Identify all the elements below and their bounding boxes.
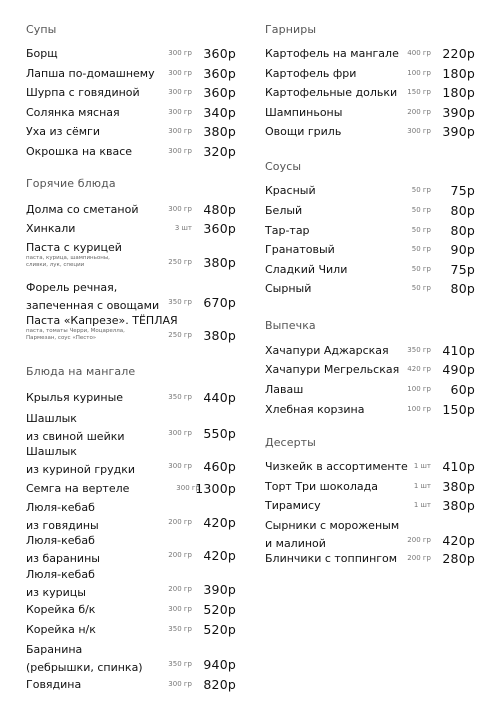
menu-item xyxy=(26,499,236,531)
item-weight: 300 гр xyxy=(168,49,192,57)
item-name: Шашлык из куриной грудки xyxy=(26,445,136,476)
item-name: Паста с курицей xyxy=(26,241,122,254)
item-price: 390р xyxy=(442,124,475,139)
item-price: 390р xyxy=(203,582,236,597)
section-title-grill: Блюда на мангале xyxy=(26,365,136,378)
item-name: Корейка н/к xyxy=(26,623,96,636)
item-weight: 150 гр xyxy=(407,88,431,96)
item-weight: 350 гр xyxy=(168,625,192,633)
menu-item xyxy=(26,145,236,165)
menu-item xyxy=(26,641,236,673)
item-weight: 50 гр xyxy=(411,206,431,214)
item-name: Тар-тар xyxy=(265,224,310,237)
item-weight: 300 гр xyxy=(176,484,200,492)
item-name: Сырный xyxy=(265,282,312,295)
item-weight: 300 гр xyxy=(407,127,431,135)
item-weight: 350 гр xyxy=(168,660,192,668)
item-name: Красный xyxy=(265,184,316,197)
item-name: Блинчики с топпингом xyxy=(265,552,398,565)
section-title-bakery: Выпечка xyxy=(265,319,316,332)
item-name: Овощи гриль xyxy=(265,125,342,138)
item-name: Долма со сметаной xyxy=(26,203,139,216)
item-name: Белый xyxy=(265,204,303,217)
item-name: Хинкали xyxy=(26,222,76,235)
item-price: 1300р xyxy=(195,481,236,496)
item-weight: 300 гр xyxy=(168,205,192,213)
item-name: Лапша по-домашнему xyxy=(26,67,155,80)
item-price: 360р xyxy=(203,66,236,81)
item-weight: 50 гр xyxy=(411,226,431,234)
item-name: Паста «Капрезе». ТЁПЛАЯ xyxy=(26,314,178,327)
menu-item xyxy=(265,125,475,145)
item-price: 420р xyxy=(203,515,236,530)
item-weight: 3 шт xyxy=(174,224,192,232)
item-weight: 50 гр xyxy=(411,284,431,292)
item-price: 80р xyxy=(450,223,475,238)
item-name: Крылья куриные xyxy=(26,391,124,404)
item-price: 280р xyxy=(442,551,475,566)
menu-item xyxy=(26,203,236,223)
item-weight: 400 гр xyxy=(407,49,431,57)
item-price: 80р xyxy=(450,281,475,296)
item-name: Гранатовый xyxy=(265,243,335,256)
menu-item xyxy=(26,391,236,411)
item-price: 150р xyxy=(442,402,475,417)
menu-item xyxy=(265,552,475,572)
menu-item xyxy=(265,499,475,519)
item-name: Хачапури Мегрельская xyxy=(265,363,400,376)
item-name: Баранина (ребрышки, спинка) xyxy=(26,643,143,674)
item-price: 340р xyxy=(203,105,236,120)
item-name: Говядина xyxy=(26,678,82,691)
item-price: 490р xyxy=(442,362,475,377)
menu-item xyxy=(265,204,475,224)
item-name: Люля-кебаб из курицы xyxy=(26,568,95,599)
item-price: 90р xyxy=(450,242,475,257)
menu-item xyxy=(26,566,236,598)
item-weight: 100 гр xyxy=(407,385,431,393)
menu-item xyxy=(26,410,236,442)
item-weight: 300 гр xyxy=(168,462,192,470)
item-price: 360р xyxy=(203,46,236,61)
item-price: 460р xyxy=(203,459,236,474)
item-price: 420р xyxy=(203,548,236,563)
item-name: Люля-кебаб из говядины xyxy=(26,501,99,532)
item-weight: 200 гр xyxy=(168,585,192,593)
item-weight: 1 шт xyxy=(413,501,431,509)
menu-item xyxy=(265,243,475,263)
item-weight: 300 гр xyxy=(168,108,192,116)
item-name: Шурпа с говядиной xyxy=(26,86,140,99)
item-name: Корейка б/к xyxy=(26,603,96,616)
section-title-hot: Горячие блюда xyxy=(26,177,116,190)
item-name: Семга на вертеле xyxy=(26,482,130,495)
item-price: 670р xyxy=(203,295,236,310)
menu-item xyxy=(26,314,236,346)
item-price: 420р xyxy=(442,533,475,548)
menu-item xyxy=(26,241,236,273)
item-price: 80р xyxy=(450,203,475,218)
item-price: 380р xyxy=(203,255,236,270)
item-name: Шашлык из свиной шейки xyxy=(26,412,125,443)
menu-item xyxy=(265,263,475,283)
item-price: 380р xyxy=(203,328,236,343)
item-weight: 100 гр xyxy=(407,69,431,77)
item-weight: 100 гр xyxy=(407,405,431,413)
section-title-desserts: Десерты xyxy=(265,436,316,449)
item-name: Хлебная корзина xyxy=(265,403,365,416)
item-price: 390р xyxy=(442,105,475,120)
menu-item xyxy=(26,125,236,145)
item-weight: 300 гр xyxy=(168,88,192,96)
item-name: Лаваш xyxy=(265,383,304,396)
item-price: 440р xyxy=(203,390,236,405)
menu-item xyxy=(265,47,475,67)
item-price: 180р xyxy=(442,85,475,100)
item-price: 380р xyxy=(442,498,475,513)
item-name: Форель речная, запеченная с овощами xyxy=(26,281,160,312)
item-weight: 1 шт xyxy=(413,462,431,470)
menu-item xyxy=(265,344,475,364)
menu-item xyxy=(26,67,236,87)
item-name: Картофель на мангале xyxy=(265,47,399,60)
item-weight: 200 гр xyxy=(168,518,192,526)
menu-item xyxy=(26,222,236,242)
item-weight: 300 гр xyxy=(168,127,192,135)
menu-item xyxy=(26,47,236,67)
item-price: 480р xyxy=(203,202,236,217)
menu-item xyxy=(265,106,475,126)
item-weight: 200 гр xyxy=(407,554,431,562)
item-price: 940р xyxy=(203,657,236,672)
section-title-sides: Гарниры xyxy=(265,23,317,36)
menu-item xyxy=(26,106,236,126)
menu-item xyxy=(26,443,236,475)
menu-item xyxy=(265,363,475,383)
menu-item xyxy=(265,67,475,87)
item-weight: 250 гр xyxy=(168,258,192,266)
menu-item xyxy=(26,279,236,311)
item-price: 520р xyxy=(203,622,236,637)
item-weight: 300 гр xyxy=(168,147,192,155)
item-weight: 200 гр xyxy=(168,551,192,559)
section-title-soups: Супы xyxy=(26,23,57,36)
item-name: Сладкий Чили xyxy=(265,263,348,276)
item-weight: 200 гр xyxy=(407,108,431,116)
item-price: 410р xyxy=(442,459,475,474)
item-price: 360р xyxy=(203,221,236,236)
item-name: Тирамису xyxy=(265,499,321,512)
item-price: 380р xyxy=(442,479,475,494)
item-name: Хачапури Аджарская xyxy=(265,344,389,357)
item-name: Чизкейк в ассортименте xyxy=(265,460,408,473)
menu-item xyxy=(265,224,475,244)
menu-item xyxy=(265,86,475,106)
item-weight: 50 гр xyxy=(411,265,431,273)
item-weight: 350 гр xyxy=(407,346,431,354)
item-name: Шампиньоны xyxy=(265,106,343,119)
item-description: паста, томаты Черри, Моцарелла, Пармезан, соус «Песто» xyxy=(26,328,125,341)
item-name: Торт Три шоколада xyxy=(265,480,378,493)
item-price: 520р xyxy=(203,602,236,617)
item-price: 380р xyxy=(203,124,236,139)
menu-item xyxy=(26,603,236,623)
menu-item xyxy=(26,532,236,564)
item-price: 220р xyxy=(442,46,475,61)
item-weight: 1 шт xyxy=(413,482,431,490)
item-name: Борщ xyxy=(26,47,58,60)
item-name: Солянка мясная xyxy=(26,106,120,119)
section-title-sauces: Соусы xyxy=(265,160,302,173)
item-name: Сырники с мороженым и малиной xyxy=(265,519,400,550)
item-name: Уха из сёмги xyxy=(26,125,100,138)
item-description: паста, курица, шампиньоны, сливки, лук, специи xyxy=(26,255,110,268)
item-name: Окрошка на квасе xyxy=(26,145,133,158)
item-name: Картофельные дольки xyxy=(265,86,398,99)
item-price: 60р xyxy=(450,382,475,397)
menu-item xyxy=(26,86,236,106)
menu-item xyxy=(265,383,475,403)
menu-item xyxy=(26,623,236,643)
item-price: 360р xyxy=(203,85,236,100)
item-price: 320р xyxy=(203,144,236,159)
item-weight: 200 гр xyxy=(407,536,431,544)
menu-item xyxy=(265,403,475,423)
item-price: 75р xyxy=(450,183,475,198)
item-price: 550р xyxy=(203,426,236,441)
item-weight: 50 гр xyxy=(411,245,431,253)
item-weight: 300 гр xyxy=(168,69,192,77)
item-weight: 300 гр xyxy=(168,680,192,688)
menu-item xyxy=(265,282,475,302)
item-price: 180р xyxy=(442,66,475,81)
menu-item xyxy=(265,460,475,480)
item-weight: 250 гр xyxy=(168,331,192,339)
item-price: 820р xyxy=(203,677,236,692)
item-weight: 420 гр xyxy=(407,365,431,373)
item-price: 410р xyxy=(442,343,475,358)
menu-item xyxy=(265,480,475,500)
item-weight: 350 гр xyxy=(168,393,192,401)
menu-item xyxy=(26,678,236,698)
menu-item xyxy=(265,517,475,549)
item-weight: 350 гр xyxy=(168,298,192,306)
item-price: 75р xyxy=(450,262,475,277)
item-name: Картофель фри xyxy=(265,67,357,80)
item-weight: 300 гр xyxy=(168,605,192,613)
item-weight: 50 гр xyxy=(411,186,431,194)
item-name: Люля-кебаб из баранины xyxy=(26,534,100,565)
item-weight: 300 гр xyxy=(168,429,192,437)
menu-item xyxy=(265,184,475,204)
